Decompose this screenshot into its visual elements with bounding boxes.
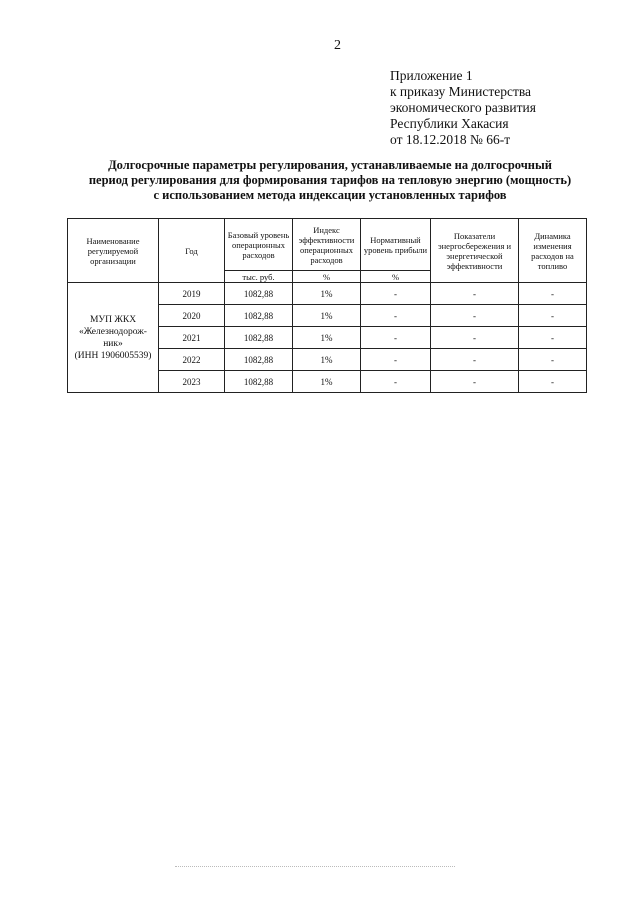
header-index: Индекс эффективности операционных расходов xyxy=(293,219,361,271)
title-line: с использованием метода индексации установленных тарифов xyxy=(153,188,507,202)
header-energy: Показатели энергосбережения и энергетической эффективности xyxy=(431,219,519,283)
parameters-table xyxy=(67,218,587,393)
page-number: 2 xyxy=(334,38,341,53)
cell-index: 1% xyxy=(293,349,361,371)
org-name-line: «Железнодорож- xyxy=(79,326,147,337)
table-header-row xyxy=(68,219,587,271)
cell-fuel: - xyxy=(519,305,587,327)
cell-index: 1% xyxy=(293,371,361,393)
header-fuel: Динамика изменения расходов на топливо xyxy=(519,219,587,283)
cell-index: 1% xyxy=(293,305,361,327)
scan-artifact-divider xyxy=(175,866,455,868)
cell-fuel: - xyxy=(519,283,587,305)
cell-year: 2020 xyxy=(159,305,225,327)
header-year: Год xyxy=(159,219,225,283)
unit-profit: % xyxy=(361,271,431,283)
cell-base: 1082,88 xyxy=(225,283,293,305)
org-name-line: МУП ЖКХ xyxy=(89,314,137,325)
appendix-line: Республики Хакасия xyxy=(390,116,509,131)
header-base: Базовый уровень операционных расходов xyxy=(225,219,293,271)
cell-fuel: - xyxy=(519,349,587,371)
title-line: период регулирования для формирования тарифов на тепловую энергию (мощность) xyxy=(88,173,572,187)
org-name-line: ник» xyxy=(103,338,123,349)
cell-fuel: - xyxy=(519,371,587,393)
unit-base: тыс. руб. xyxy=(225,271,293,283)
cell-energy: - xyxy=(431,305,519,327)
cell-profit: - xyxy=(361,371,431,393)
appendix-line: от 18.12.2018 № 66-т xyxy=(390,132,511,147)
cell-base: 1082,88 xyxy=(225,327,293,349)
cell-base: 1082,88 xyxy=(225,371,293,393)
cell-energy: - xyxy=(431,371,519,393)
cell-profit: - xyxy=(361,327,431,349)
cell-energy: - xyxy=(431,327,519,349)
header-profit: Нормативный уровень прибыли xyxy=(361,219,431,271)
cell-profit: - xyxy=(361,283,431,305)
cell-index: 1% xyxy=(293,283,361,305)
cell-year: 2022 xyxy=(159,349,225,371)
appendix-line: экономического развития xyxy=(390,100,536,115)
cell-profit: - xyxy=(361,349,431,371)
org-inn: (ИНН 1906005539) xyxy=(74,350,152,361)
unit-index: % xyxy=(293,271,361,283)
cell-energy: - xyxy=(431,283,519,305)
cell-base: 1082,88 xyxy=(225,305,293,327)
appendix-line: Приложение 1 xyxy=(390,68,473,83)
cell-year: 2019 xyxy=(159,283,225,305)
document-title xyxy=(70,158,590,203)
organization-cell xyxy=(68,283,159,393)
header-org: Наименование регулируемой организации xyxy=(68,219,159,283)
cell-index: 1% xyxy=(293,327,361,349)
cell-energy: - xyxy=(431,349,519,371)
cell-year: 2023 xyxy=(159,371,225,393)
cell-year: 2021 xyxy=(159,327,225,349)
appendix-line: к приказу Министерства xyxy=(390,84,532,99)
cell-base: 1082,88 xyxy=(225,349,293,371)
table-row xyxy=(68,283,587,305)
cell-profit: - xyxy=(361,305,431,327)
title-line: Долгосрочные параметры регулирования, устанавливаемые на долгосрочный xyxy=(108,158,552,172)
cell-fuel: - xyxy=(519,327,587,349)
appendix-block xyxy=(390,68,536,148)
